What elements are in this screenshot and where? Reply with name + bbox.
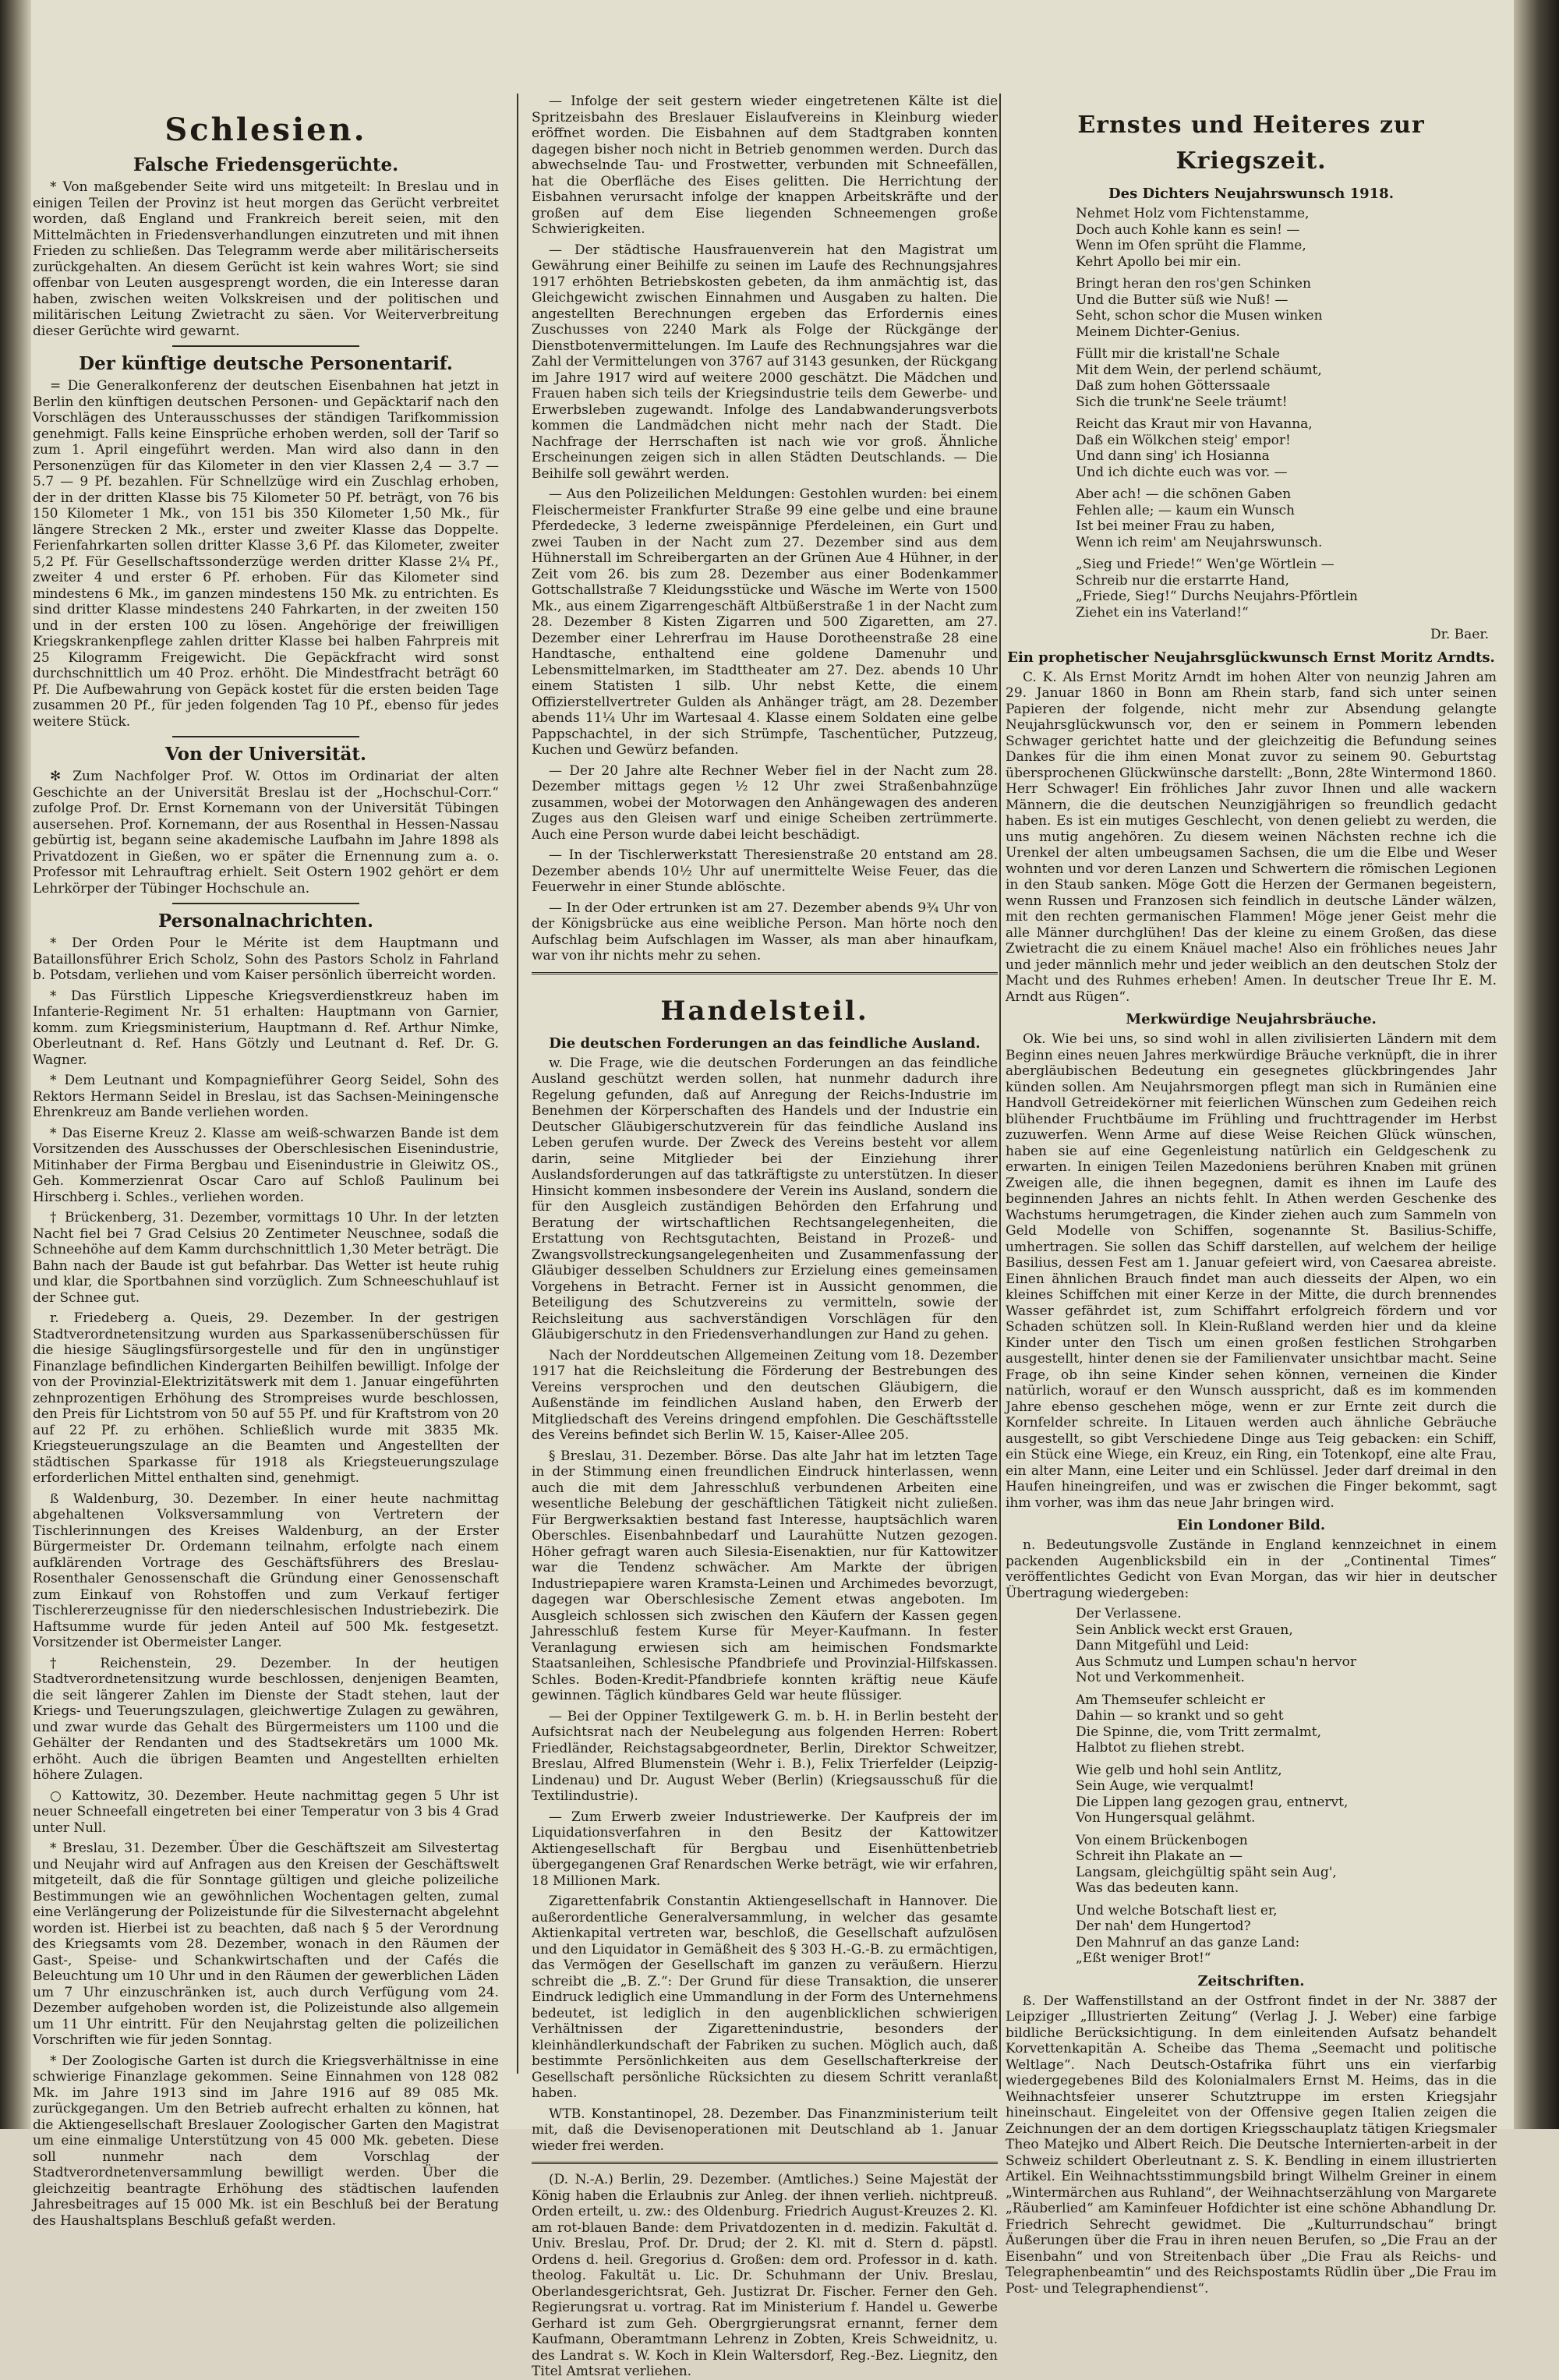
poem-line: Wie gelb und hohl sein Antlitz, — [1076, 1762, 1282, 1778]
poem-line: Aus Schmutz und Lumpen schau'n hervor — [1076, 1653, 1356, 1670]
poem-line — [1076, 550, 1497, 557]
page-edge-left — [0, 0, 31, 2129]
column-rule-1 — [517, 94, 518, 2074]
column-ernstes-und-heiteres — [1006, 94, 1497, 2297]
poem-line: Schreib nur die erstarrte Hand, — [1076, 572, 1289, 589]
poem-line — [1076, 1897, 1497, 1903]
poem-line: Seht, schon schor die Musen winken — [1076, 308, 1323, 324]
article-paragraph: = Die Generalkonferenz der deutschen Eisenbahnen hat jetzt in Berlin den künftigen deutschen Personen- und Gepäcktarif nach den Vorschlägen des Unterausschusses der ständigen Tarifkommission genehmigt. Falls keine Einsprüche erhoben werden, soll der Tarif so zum 1. April eingeführt werden. Man wird also dann in den Personenzügen für das Kilometer in den vier Klassen 2,4 — 3.7 — 5.7 — 9 Pf. bezahlen. Für Schnellzüge wird ein Zuschlag erhoben, der in der dritten Klasse bis 75 Kilometer 50 Pf. beträgt, von 76 bis 150 Kilometer 1 Mk., von 151 bis 350 Kilometer 1,50 Mk., für längere Strecken 2 Mk., erster und zweiter Klasse das Doppelte. Ferienfahrkarten sollen dritter Klasse 3,6 Pf. das Kilometer, zweiter 5,2 Pf. Für Gesellschaftssonderzüge werden dritter Klasse 2¼ Pf., zweiter 4 und erster 6 Pf. erhoben. Für das Kilometer sind mindestens 6 Mk., im ganzen mindestens 150 Mk. zu entrichten. Es sind dritter Klasse mindestens 240 Fahrkarten, in der zweiten 150 und in der ersten 100 zu lösen. Angehörige der freiwilligen Kriegskrankenpflege zahlen dritter Klasse bei halben Fahrpreis mit 25 Kilogramm Freigewicht. Die Gepäckfracht wird sonst durchschnittlich um 40 Proz. erhöht. Die Mindestfracht beträgt 60 Pf. Die Aufbewahrung von Gepäck kostet für die ersten beiden Tage zusammen 20 Pf., für jeden folgenden Tag 10 Pf., ebenso für jedes weitere Stück. — [33, 378, 499, 730]
poem-line: Dann Mitgefühl und Leid: — [1076, 1638, 1250, 1653]
poem-line: Was das bedeuten kann. — [1076, 1880, 1239, 1896]
section-title-kriegszeit: Ernstes und Heiteres zur Kriegszeit. — [1077, 111, 1425, 175]
article-paragraph: n. Bedeutungsvolle Zustände in England kennzeichnet in einem packenden Augenblicksbild ein in der „Continental Times“ veröffentlichtes Gedicht von Evan Morgan, das wir hier in deutscher Übertragung wiedergeben: — [1006, 1537, 1497, 1601]
poem-line: Ziehet ein ins Vaterland!“ — [1076, 604, 1249, 621]
poem-line — [1076, 270, 1497, 276]
poem-line: Bringt heran den ros'gen Schinken — [1076, 276, 1311, 292]
poem-line: Not und Verkommenheit. — [1076, 1670, 1245, 1685]
poem-line: Fehlen alle; — kaum ein Wunsch — [1076, 502, 1295, 518]
poem-line: Meinem Dichter-Genius. — [1076, 324, 1240, 340]
page-edge-right — [1514, 0, 1559, 2129]
column-2-content — [532, 94, 998, 2380]
article-paragraph: C. K. Als Ernst Moritz Arndt im hohen Alter von neunzig Jahren am 29. Januar 1860 in Bonn am Rhein starb, fand sich unter seinen Papieren der folgende, nicht mehr zur Absendung gelangte Neujahrsglückwunsch vor, den er seinem in Pommern lebenden Schwager gerichtet hatte und der gleichzeitig die Befundung seines Dankes für die ihm einen Monat zuvor zu seinem 90. Geburtstag übersprochenen Glückwünsche darstellt: „Bonn, 28te Wintermond 1860. Herr Schwager! Ein fröhliches Jahr zuvor Ihnen und alle wackern Männern, die die deutschen Neunzigjährigen so freundlich gedacht haben. Es ist ein mutiges Geschlecht, von denen geliebt zu werden, die uns mutig angehören. Zu diesem weinen Nächsten rechne ich die Urenkel der alten umbeugsamen Sachsen, die um die Elbe und Weser wohnten und vor deren Lanzen und Schwertern die römischen Legionen in den Staub sanken. Möge Gott die Herzen der Germanen begeistern, wenn Russen und Franzosen sich feindlich in deutsche Länder wälzen, mit den rechten germanischen Flammen! Möge jener Geist mehr die alle Männer durchglühen! Das der kleine zu einem Großen, das diese Zwietracht die zu einem Knäuel mache! Also ein fröhliches neues Jahr und jeder männlich mehr und jeder weiblich an den deutschen Stolz der Macht und des Ruhmes erheben! Amen. In deutscher Treue Ihr E. M. Arndt aus Rügen“. — [1006, 669, 1497, 1005]
article-paragraph: ß. Der Waffenstillstand an der Ostfront findet in der Nr. 3887 der Leipziger „Illustrierten Zeitung“ (Verlag J. J. Weber) eine farbige bildliche Berücksichtigung. In dem einleitenden Aufsatz behandelt Korvettenkapitän A. Scheibe das Thema „Seemacht und politische Weltlage“. Nach Deutsch-Ostafrika führt uns ein vierfarbig wiedergegebenes Bild des Kolonialmalers Ernst M. Heims, das in die Weihnachtsfeier unserer Schutztruppe im ersten Kriegsjahr hineinschaut. Eingeleitet von der Offensive gegen Italien zeigen die Zeichnungen der an dem dortigen Kriegsschauplatz tätigen Kriegsmaler Theo Matejko und Albert Reich. Die Deutsche Internierten-arbeit in der Schweiz schildert Oberleutnant z. S. K. Bendling in einem illustrierten Artikel. Ein Weihnachtsstimmungsbild bringt Wilhelm Greiner in einem „Wintermärchen aus Ruhland“, der Weihnachtserzählung von Margarete „Räuberlied“ am Kaminfeuer Hofdichter ist eine schöne Abhandlung Dr. Friedrich Sehrecht gewidmet. Die „Kulturrundschau“ bringt Äußerungen über die Frau in ihren neuen Berufen, so „Die Frau an der Eisenbahn“ und von Streitenbach über „Die Frau als Reichs- und Telegraphenbeamtin“ und des Reichspostamts Rüdlin über „Die Frau im Post- und Telegraphendienst“. — [1006, 1993, 1497, 2297]
article-paragraph: * Von maßgebender Seite wird uns mitgeteilt: In Breslau und in einigen Teilen der Provinz ist heut morgen das Gerücht verbreitet worden, daß England und Frankreich bereit seien, mit den Mittelmächten in Friedensverhandlungen einzutreten und mit ihnen Frieden zu schließen. Das Telegramm werde aber militärischerseits zurückgehalten. An diesem Gerücht ist kein wahres Wort; sie sind offenbar von Leuten ausgesprengt worden, die ein Interesse daran haben, zwischen weiten Volkskreisen und der politischen und militärischen Leitung Zwietracht zu säen. Vor Weiterverbreitung dieser Gerüchte wird gewarnt. — [33, 179, 499, 339]
separator-line — [172, 903, 359, 904]
poem-line: Reicht das Kraut mir von Havanna, — [1076, 416, 1313, 432]
article-paragraph: Nach der Norddeutschen Allgemeinen Zeitung vom 18. Dezember 1917 hat die Reichsleitung die Förderung der Bestrebungen des Vereins versprochen und den deutschen Gläubigern, die Außenstände im feindlichen Ausland haben, den Erwerb der Mitgliedschaft des Vereins dringend empfohlen. Die Geschäftsstelle des Vereins befindet sich Berlin W. 15, Kaiser-Allee 205. — [532, 1347, 998, 1443]
article-headline: Der künftige deutsche Personentarif. — [79, 353, 453, 374]
article-paragraph: * Dem Leutnant und Kompagnieführer Georg Seidel, Sohn des Rektors Hermann Seidel in Breslau, ist das Sachsen-Meiningensche Ehrenkreuz am Bande verliehen worden. — [33, 1073, 499, 1120]
column-rule-2 — [999, 94, 1001, 2089]
article-paragraph: — Der städtische Hausfrauenverein hat den Magistrat um Gewährung einer Beihilfe zu seinen im Laufe des Rechnungsjahres 1917 erhöhten Betriebskosten gebeten, da ihm anmächtig ist, das Gleichgewicht zwischen Einnahmen und Ausgaben zu halten. Die angestellten Berechnungen ergeben das Erfordernis eines Zuschusses von 2240 Mark als Folge der Rückgänge der Dienstbotenvermittelungen. Im Laufe des Rechnungsjahres war die Zahl der Vermittelungen von 3767 auf 3143 gesunken, der Rückgang im Jahre 1917 wird auf weitere 2000 geschätzt. Die Mädchen und Frauen haben sich teils der Kriegsindustrie teils dem Gewerbe- und Erwerbsleben zugewandt. Infolge des Landabwanderungsverbots kommen die Landmädchen nicht mehr nach der Stadt. Die Nachfrage der Herrschaften ist nach wie vor groß. Ähnliche Erscheinungen zeigen sich in allen Städten Deutschlands. — Die Beihilfe soll gewährt werden. — [532, 242, 998, 482]
article-paragraph: WTB. Konstantinopel, 28. Dezember. Das Finanzministerium teilt mit, daß die Devisenoperationen mit Deutschland ab 1. Januar wieder frei werden. — [532, 2106, 998, 2154]
poem-line: Schreit ihn Plakate an — — [1076, 1848, 1243, 1864]
article-headline: Von der Universität. — [164, 744, 367, 765]
poem-line: Aber ach! — die schönen Gaben — [1076, 486, 1292, 502]
article-subheadline: Die deutschen Forderungen an das feindliche Ausland. — [549, 1034, 981, 1052]
poem-line: Die Spinne, die, vom Tritt zermalmt, — [1076, 1724, 1321, 1740]
section-title-schlesien: Schlesien. — [164, 111, 367, 148]
poem-line — [1076, 340, 1497, 346]
poem-line — [1076, 1756, 1497, 1763]
article-paragraph: ○ Kattowitz, 30. Dezember. Heute nachmittag gegen 5 Uhr ist neuer Schneefall eingetreten bei einer Temperatur von 3 bis 4 Grad unter Null. — [33, 1788, 499, 1836]
poem-line — [1076, 410, 1497, 416]
poem-line: Langsam, gleichgültig späht sein Aug', — [1076, 1864, 1337, 1880]
author-signature: Dr. Baer. — [1430, 627, 1489, 642]
poem-line: Die Lippen lang gezogen grau, entnervt, — [1076, 1794, 1349, 1810]
poem-line: Wenn ich reim' am Neujahrswunsch. — [1076, 534, 1323, 550]
article-paragraph: * Das Eiserne Kreuz 2. Klasse am weiß-schwarzen Bande ist dem Vorsitzenden des Ausschusses der Oberschlesischen Eisenindustrie, Mitinhaber der Firma Bergbau und Eisenindustrie in Gleiwitz OS., Geh. Kommerzienrat Oscar Caro auf Schloß Paulinum bei Hirschberg i. Schles., verliehen worden. — [33, 1125, 499, 1205]
article-subheadline: Ein prophetischer Neujahrsglückwunsch Ernst Moritz Arndts. — [1007, 649, 1495, 666]
column-1-content — [33, 154, 499, 2229]
double-rule — [532, 2162, 998, 2164]
article-paragraph: * Der Orden Pour le Mérite ist dem Hauptmann und Bataillonsführer Erich Scholz, Sohn des Pastors Scholz in Fahrland b. Potsdam, verliehen und vom Kaiser persönlich überreicht worden. — [33, 935, 499, 983]
poem-line: Der nah' dem Hungertod? — [1076, 1918, 1251, 1934]
poem-line: Von einem Brückenbogen — [1076, 1832, 1248, 1848]
article-paragraph: — In der Tischlerwerkstatt Theresienstraße 20 entstand am 28. Dezember abends 10½ Uhr auf unermittelte Weise Feuer, das die Feuerwehr in einer Stunde ablöschte. — [532, 847, 998, 895]
poem-line: Den Mahnruf an das ganze Land: — [1076, 1934, 1300, 1950]
article-paragraph: Ok. Wie bei uns, so sind wohl in allen zivilisierten Ländern mit dem Beginn eines neuen Jahres merkwürdige Bräuche verknüpft, die in ihrer abergläubischen Bedeutung ein gesegnetes glückbringendes Jahr künden sollen. Am Neujahrsmorgen pflegt man sich in Rumänien eine Handvoll Getreidekörner mit feierlichen Wünschen zum Gedeihen reich blühender Fruchtbäume im Frühling und fruchttragender im Herbst zuzuwerfen. Wenn Arme auf diese Weise Reichen Glück wünschen, haben sie auf eine Gegenleistung natürlich ein Geldgeschenk zu erwarten. In einigen Teilen Mazedoniens berühren Knaben mit grünen Zweigen alle, die ihnen begegnen, damit es ihnen im Laufe des beginnenden Jahres an nichts fehlt. In Athen werden Geschenke des Wachstums herumgetragen, die Kinder ziehen auch zum Sammeln von Geld Modelle von Schiffen, sogenannte St. Basilius-Schiffe, umhertragen. Sie sollen das Schiff darstellen, auf welchem der heilige Basilius, dessen Fest am 1. Januar gefeiert wird, von Caesarea abreiste. Einen ähnlichen Brauch findet man auch diesseits der Alpen, wo ein kleines Schiffchen mit einer Kerze in der Mitte, die durch brennendes Wasser gefährdet ist, zum Schiffahrt erfolgreich fördern und vor Schaden schützen soll. In Klein-Rußland werden hier und da kleine Kinder unter den Tisch um einen großen festlichen Strohgarben ausgestellt, hinter denen sie der Familienvater unsichtbar macht. Seine Frage, ob ihn seine Kinder sehen können, verneinen die Kinder natürlich, worauf er den Wunsch ausspricht, daß es im kommenden Jahre ebenso geschehen möge, wenn er zur Ernte zeit durch die Kornfelder schreite. In Litauen werden auch ähnliche Gebräuche ausgestellt, so gibt Verschiedene Dinge aus Teig gebacken: ein Schiff, ein Stück eine Wiege, ein Kreuz, ein Ring, ein Totenkopf, eine alte Frau, ein alter Mann, eine Leiter und ein Schlüssel. Jeder darf dreimal in den Haufen hineingreifen, und was er zwischen die Finger bekommt, sagt ihm vorher, was ihm das neue Jahr bringen wird. — [1006, 1031, 1497, 1511]
poem-line: „Sieg und Friede!“ Wen'ge Wörtlein — — [1076, 557, 1335, 572]
article-paragraph: † Reichenstein, 29. Dezember. In der heutigen Stadtverordnetensitzung wurde beschlossen, denjenigen Beamten, die seit längerer Zahlen im Dienste der Stadt stehen, laut der Kriegs- und Teuerungszulagen, gleichwertige Zulagen zu gewähren, und zwar wurde das Gehalt des Bürgermeisters um 1100 und die Gehälter der Rendanten und des Stadtsekretärs um 1000 Mk. erhöht. Auch die übrigen Beamten und Angestellten erhielten höhere Zulagen. — [33, 1655, 499, 1783]
article-paragraph: r. Friedeberg a. Queis, 29. Dezember. In der gestrigen Stadtverordnetensitzung wurden aus Sparkassenüberschüssen für die hiesige Säuglingsfürsorgestelle und für den in ungünstiger Finanzlage befindlichen Kindergarten Beihilfen bewilligt. Infolge der von der Provinzial-Elektrizitätswerk mit dem 1. Januar eingeführten zehnprozentigen Erhöhung des Strompreises wurde beschlossen, den Preis für Lichtstrom von 50 auf 55 Pf. und für Kraftstrom von 20 auf 22 Pf. zu erhöhen. Schließlich wurde mit 3835 Mk. Kriegsteuerungszulage an die Beamten und Angestellten der städtischen Sparkasse für 1918 als Kriegsteuerungszulage erforderlichen Mittel enthalten sind, genehmigt. — [33, 1310, 499, 1486]
article-subheadline: Merkwürdige Neujahrsbräuche. — [1126, 1011, 1377, 1027]
separator-line — [172, 345, 359, 347]
article-paragraph: — Der 20 Jahre alte Rechner Weber fiel in der Nacht zum 28. Dezember mittags gegen ½ 12 Uhr zwei Straßenbahnzüge zusammen, wobei der Motorwagen den Anhängewagen des anderen Zuges aus den Gleisen warf und einige Scheiben zertrümmerte. Auch eine Person wurde dabei leicht beschädigt. — [532, 762, 998, 843]
article-subheadline: Des Dichters Neujahrswunsch 1918. — [1108, 186, 1394, 202]
article-headline: Personalnachrichten. — [158, 911, 373, 932]
poem-line: Sein Auge, wie verqualmt! — [1076, 1778, 1254, 1794]
poem-line: Und die Butter süß wie Nuß! — — [1076, 292, 1289, 308]
poem-line: Nehmet Holz vom Fichtenstamme, — [1076, 206, 1310, 221]
poem — [1076, 1606, 1497, 1967]
section-title: Handelsteil. — [660, 995, 869, 1027]
article-subheadline: Zeitschriften. — [1197, 1972, 1305, 1989]
article-paragraph: — Bei der Oppiner Textilgewerk G. m. b. H. in Berlin besteht der Aufsichtsrat nach der Neubelegung aus folgenden Herren: Robert Friedländer, Reichstagsabgeordneter, Berlin, Direktor Schweitzer, Breslau, Alfred Blumenstein (Wehr i. B.), Felix Trierfelder (Leipzig-Lindenau) und Dr. August Weber (Berlin) (Kriegsausschuß für die Textilindustrie). — [532, 1708, 998, 1804]
column-local-and-commerce — [532, 94, 998, 2379]
poem-line: Ist bei meiner Frau zu haben, — [1076, 518, 1275, 534]
column-schlesien — [33, 94, 499, 2229]
poem-line: Sein Anblick weckt erst Grauen, — [1076, 1621, 1293, 1638]
poem-line — [1076, 480, 1497, 486]
separator-line — [172, 736, 359, 737]
poem-line: Von Hungersqual gelähmt. — [1076, 1810, 1256, 1826]
article-subheadline: Ein Londoner Bild. — [1176, 1517, 1326, 1533]
poem-line: Der Verlassene. — [1076, 1606, 1182, 1621]
poem-line: „Eßt weniger Brot!“ — [1076, 1950, 1211, 1966]
poem-line: Halbtot zu fliehen strebt. — [1076, 1740, 1245, 1756]
article-paragraph: (D. N.-A.) Berlin, 29. Dezember. (Amtliches.) Seine Majestät der König haben die Erlaubnis zur Anleg. der ihnen verlieh. nichtpreuß. Orden erteilt, u. zw.: des Oldenburg. Friedrich August-Kreuzes 2. Kl. am rot-blauen Bande: dem Privatdozenten in d. medizin. Fakultät d. Univ. Breslau, Prof. Dr. Drud; der 2. Kl. mit d. Stern d. päpstl. Ordens d. heil. Gregorius d. Großen: dem ord. Professor in d. kath. theolog. Fakultät u. Lic. Dr. Schuhmann der Univ. Breslau, Oberlandesgerichtsrat, Geh. Justizrat Dr. Fischer. Ferner den Geh. Regierungsrat u. vortrag. Rat im Ministerium f. Handel u. Gewerbe Gerhard ist zum Geh. Obergrgierungsrat ernannt, ferner dem Kaufmann, Oberamtmann Lehrenz in Zobten, Kreis Schweidnitz, u. des Landrat s. W. Koch in Klein Waltersdorf, Reg.-Bez. Liegnitz, den Titel Amtsrat verliehen. — [532, 2172, 998, 2379]
column-3-content — [1006, 186, 1497, 2297]
article-paragraph: Zigarettenfabrik Constantin Aktiengesellschaft in Hannover. Die außerordentliche Generalversammlung, in welcher das gesamte Aktienkapital vertreten war, beschloß, die Gesellschaft aufzulösen und den Liquidator in Gemäßheit des § 303 H.-G.-B. zu ermächtigen, das Vermögen der Gesellschaft im ganzen zu veräußern. Hierzu schreibt die „B. Z.“: Der Grund für diese Transaktion, die unserer Eindruck lediglich eine Ummandlung in der Form des Unternehmens bedeutet, ist lediglich in den augenblicklichen schwierigen Verhältnissen der Zigarettenindustrie, besonders der kleinhändlerkundschaft der Fabriken zu suchen. Möglich auch, daß bestimmte Persönlichkeiten aus dem Gesellschafterkreise der Gesellschaft persönliche Rücksichten zu diesem Schritt veranlaßt haben. — [532, 1894, 998, 2101]
poem-line: Mit dem Wein, der perlend schäumt, — [1076, 362, 1322, 378]
poem-line: Und ich dichte euch was vor. — — [1076, 464, 1288, 480]
article-paragraph: w. Die Frage, wie die deutschen Forderungen an das feindliche Ausland geschützt werden sollen, hat nunmehr dadurch ihre Regelung gefunden, daß auf Anregung der Reichs-Industrie im Benehmen der Körperschaften des Handels und der Industrie ein Deutscher Gläubigerschutzverein für das feindliche Ausland ins Leben gerufen wurde. Der Zweck des Vereins besteht vor allem darin, seine Mitglieder bei der Einziehung ihrer Auslandsforderungen auf das tatkräftigste zu unterstützen. In dieser Hinsicht kommen insbesondere der Verein ins Ausland, sondern die für den Ausgleich zuständigen Behörden den Erfahrung und Beratung der wirtschaftlichen Rechtsangelegenheiten, die Erstattung von Rechtsgutachten, Beistand in Prozeß- und Zwangsvollstreckungsangelegenheiten und Zusammenfassung der Gläubiger desselben Schuldners zur Erzielung eines gemeinsamen Vorgehens in Betracht. Ferner ist in Aussicht genommen, die Beteiligung des Schutzvereins zu vermitteln, sowie der Reichsleitung aus sachverständigen Vorschlägen für den Gläubigerschutz in den Friedensverhandlungen zur Hand zu gehen. — [532, 1055, 998, 1342]
poem-line: Daß ein Wölkchen steig' empor! — [1076, 432, 1291, 448]
article-paragraph: ✻ Zum Nachfolger Prof. W. Ottos im Ordinariat der alten Geschichte an der Universität Breslau ist der „Hochschul-Corr.“ zufolge Prof. Dr. Ernst Kornemann von der Universität Tübingen ausersehen. Prof. Kornemann, der aus Rosenthal in Hessen-Nassau gebürtig ist, begann seine akademische Laufbahn im Jahre 1898 als Privatdozent in Gießen, wo er später die Ernennung zum a. o. Professor mit Lehrauftrag erhielt. Seit Ostern 1902 gehört er dem Lehrkörper der Tübinger Hochschule an. — [33, 769, 499, 896]
article-headline: Falsche Friedensgerüchte. — [133, 154, 399, 175]
poem-line — [1076, 1686, 1497, 1692]
article-paragraph: § Breslau, 31. Dezember. Börse. Das alte Jahr hat im letzten Tage in der Stimmung einen freundlichen Eindruck hinterlassen, wenn auch die mit dem Jahresschluß verbundenen Arbeiten eine wesentliche Belebung der geschäftlichen Tätigkeit nicht zuließen. Für Bergwerksaktien bestand fast Interesse, hauptsächlich waren Oberschles. Eisenbahnbedarf und Laurahütte Nutzen gezogen. Höher gefragt waren auch Silesia-Eisenaktien, nur für Kattowitzer war die Tendenz schwächer. Am Markte der übrigen Industriepapiere waren Kramsta-Leinen und Archimedes bevorzugt, dagegen war Oberschlesische Zement etwas angeboten. Im Ausgleich schlossen sich zwischen den Käufern der Kassen gegen Jahresschluß festem Kurse für Meyer-Kaufmann. In fester Veranlagung erwiesen sich am heimischen Fondsmarkte Staatsanleihen, Schlesische Pfandbriefe und Provinzial-Hilfskassen. Schles. Boden-Kredit-Pfandbriefe konnten kräftig neue Käufe gewinnen. Täglich kündbares Geld war heute flüssiger. — [532, 1448, 998, 1703]
article-paragraph: * Breslau, 31. Dezember. Über die Geschäftszeit am Silvestertag und Neujahr wird auf Anfragen aus den Kreisen der Geschäftswelt mitgeteilt, daß die für Sonntage gültigen und gleiche polizeiliche Bestimmungen wie an gewöhnlichen Wochentagen gelten, zumal eine Verlängerung der Polizeistunde für die Silvesternacht abgelehnt worden ist. Hierbei ist zu beachten, daß nach § 5 der Verordnung des Kriegsamts vom 28. Dezember, wonach in den Räumen der Gast-, Speise- und Schankwirtschaften und der Cafés die Beleuchtung um 10 Uhr und in den Räumen der gewerblichen Läden um 7 Uhr einzuschränken ist, auch durch Verfügung vom 24. Dezember aufgehoben worden ist, die Polizeistunde also allgemein um 11 Uhr eintritt. Für den Neujahrstag gelten die polizeilichen Vorschriften wie für jeden Sonntag. — [33, 1841, 499, 2048]
article-paragraph: — Infolge der seit gestern wieder eingetretenen Kälte ist die Spritzeisbahn des Breslauer Eislaufvereins in Kleinburg wieder eröffnet worden. Die Eisbahnen auf dem Stadtgraben konnten dagegen bisher noch nicht in Betrieb genommen werden. Durch das abwechselnde Tau- und Frostwetter, verbunden mit Schneefällen, hat die Oberfläche des Eises gelitten. Die Herrichtung der Eisbahnen verursacht infolge der knappen Arbeitskräfte und der großen auf dem Eise liegenden Schneemengen große Schwierigkeiten. — [532, 94, 998, 237]
article-paragraph: * Der Zoologische Garten ist durch die Kriegsverhältnisse in eine schwierige Finanzlage gekommen. Seine Einnahmen von 128 082 Mk. im Jahre 1913 sind im Jahre 1916 auf 89 085 Mk. zurückgegangen. Um den Betrieb aufrecht erhalten zu können, hat die Aktiengesellschaft Breslauer Zoologischer Garten den Magistrat um eine einmalige Unterstützung von 45 000 Mk. gebeten. Diese soll nunmehr nach dem Vorschlag der Stadtverordnetenversammlung bewilligt werden. Über die gleichzeitig beantragte Erhöhung des städtischen laufenden Jahresbeitrages auf 15 000 Mk. ist ein Beschluß bei der Beratung des Haushaltsplans Beschluß gefaßt werden. — [33, 2053, 499, 2229]
article-paragraph: — Aus den Polizeilichen Meldungen: Gestohlen wurden: bei einem Fleischermeister Frankfurter Straße 99 eine gelbe und eine braune Pferdedecke, 3 lederne zweispännige Pferdeleinen, ein Gurt und zwei Tauben in der Nacht zum 27. Dezember sind aus dem Hühnerstall im Schreibergarten an der Grünen Aue 4 Hühner, in der Zeit vom 26. bis zum 28. Dezember aus einer Bodenkammer Gottschallstraße 7 Kleidungsstücke und Wäsche im Werte von 1500 Mk., aus einem Zigarrengeschäft Altbüßerstraße 1 in der Nacht zum 28. Dezember 8 Kisten Zigarren und 500 Zigaretten, am 27. Dezember einer Lehrerfrau im Hause Dorotheenstraße 28 eine Handtasche, enthaltend eine goldene Damenuhr und Lebensmittelmarken, im Stadttheater am 27. Dez. abends 10 Uhr einem Statisten 1 silb. Uhr nebst Kette, die einem Offizierstellvertreter Gulden als Anhänger trägt, am 28. Dezember abends 11¼ Uhr im Wartesaal 4. Klasse einem Soldaten eine gelbe Pappschachtel, in der sich Strümpfe, Taschentücher, Putzzeug, Kuchen und Gewürz befanden. — [532, 486, 998, 758]
poem-line: Füllt mir die kristall'ne Schale — [1076, 346, 1280, 362]
poem-line: Daß zum hohen Götterssaale — [1076, 378, 1271, 394]
poem-line: Und welche Botschaft liest er, — [1076, 1902, 1278, 1918]
double-rule — [532, 972, 998, 974]
article-paragraph: — In der Oder ertrunken ist am 27. Dezember abends 9¾ Uhr von der Königsbrücke aus eine weibliche Person. Man hörte noch den Aufschlag beim Aufschlagen im Wasser, als man aber hinaufkam, war von ihr nichts mehr zu sehen. — [532, 900, 998, 964]
article-paragraph: — Zum Erwerb zweier Industriewerke. Der Kaufpreis der im Liquidationsverfahren in den Besitz der Kattowitzer Aktiengesellschaft für Bergbau und Eisenhüttenbetrieb übergegangenen Graf Renardschen Werke beträgt, wie wir erfahren, 18 Millionen Mark. — [532, 1809, 998, 1889]
poem-line: Und dann sing' ich Hosianna — [1076, 448, 1270, 464]
poem-line: „Friede, Sieg!“ Durchs Neujahrs-Pförtlein — [1076, 589, 1358, 604]
poem-line: Dahin — so krankt und so geht — [1076, 1708, 1284, 1724]
poem-line: Kehrt Apollo bei mir ein. — [1076, 253, 1242, 270]
poem-line — [1076, 1827, 1497, 1833]
article-paragraph: ß Waldenburg, 30. Dezember. In einer heute nachmittag abgehaltenen Volksversammlung von Vertretern der Tischlerinnungen des Kreises Waldenburg, an der Erster Bürgermeister Dr. Ordemann teilnahm, erfolgte nach einem aufklärenden Vortrage des Geschäftsführers des Breslau-Rosenthaler Genossenschaft die Gründung einer Genossenschaft zum Einkauf von Rohstoffen und zum Verkauf fertiger Tischlererzeugnisse für den niederschlesischen Industriebezirk. Die Haftsumme wurde für jeden Anteil auf 500 Mk. festgesetzt. Vorsitzender ist Obermeister Langer. — [33, 1491, 499, 1650]
poem-line: Am Themseufer schleicht er — [1076, 1692, 1265, 1708]
poem — [1076, 206, 1497, 621]
article-paragraph: † Brückenberg, 31. Dezember, vormittags 10 Uhr. In der letzten Nacht fiel bei 7 Grad Celsius 20 Zentimeter Neuschnee, sodaß die Schneehöhe auf dem Kamm durchschnittlich 1,30 Meter beträgt. Die Bahn nach der Baude ist gut befahrbar. Das Wetter ist heute ruhig und klar, die Sportbahnen sind vorzüglich. Zum Schneeschuhlauf ist der Schnee gut. — [33, 1210, 499, 1306]
article-paragraph: * Das Fürstlich Lippesche Kriegsverdienstkreuz haben im Infanterie-Regiment Nr. 51 erhalten: Hauptmann von Garnier, komm. zum Kriegsministerium, Hauptmann d. Ref. Arthur Nimke, Oberleutnant d. Ref. Hans Götzly und Leutnant d. Ref. Dr. G. Wagner. — [33, 988, 499, 1068]
poem-line: Wenn im Ofen sprüht die Flamme, — [1076, 238, 1306, 253]
poem-line: Sich die trunk'ne Seele träumt! — [1076, 394, 1288, 410]
poem-line: Doch auch Kohle kann es sein! — — [1076, 221, 1300, 238]
